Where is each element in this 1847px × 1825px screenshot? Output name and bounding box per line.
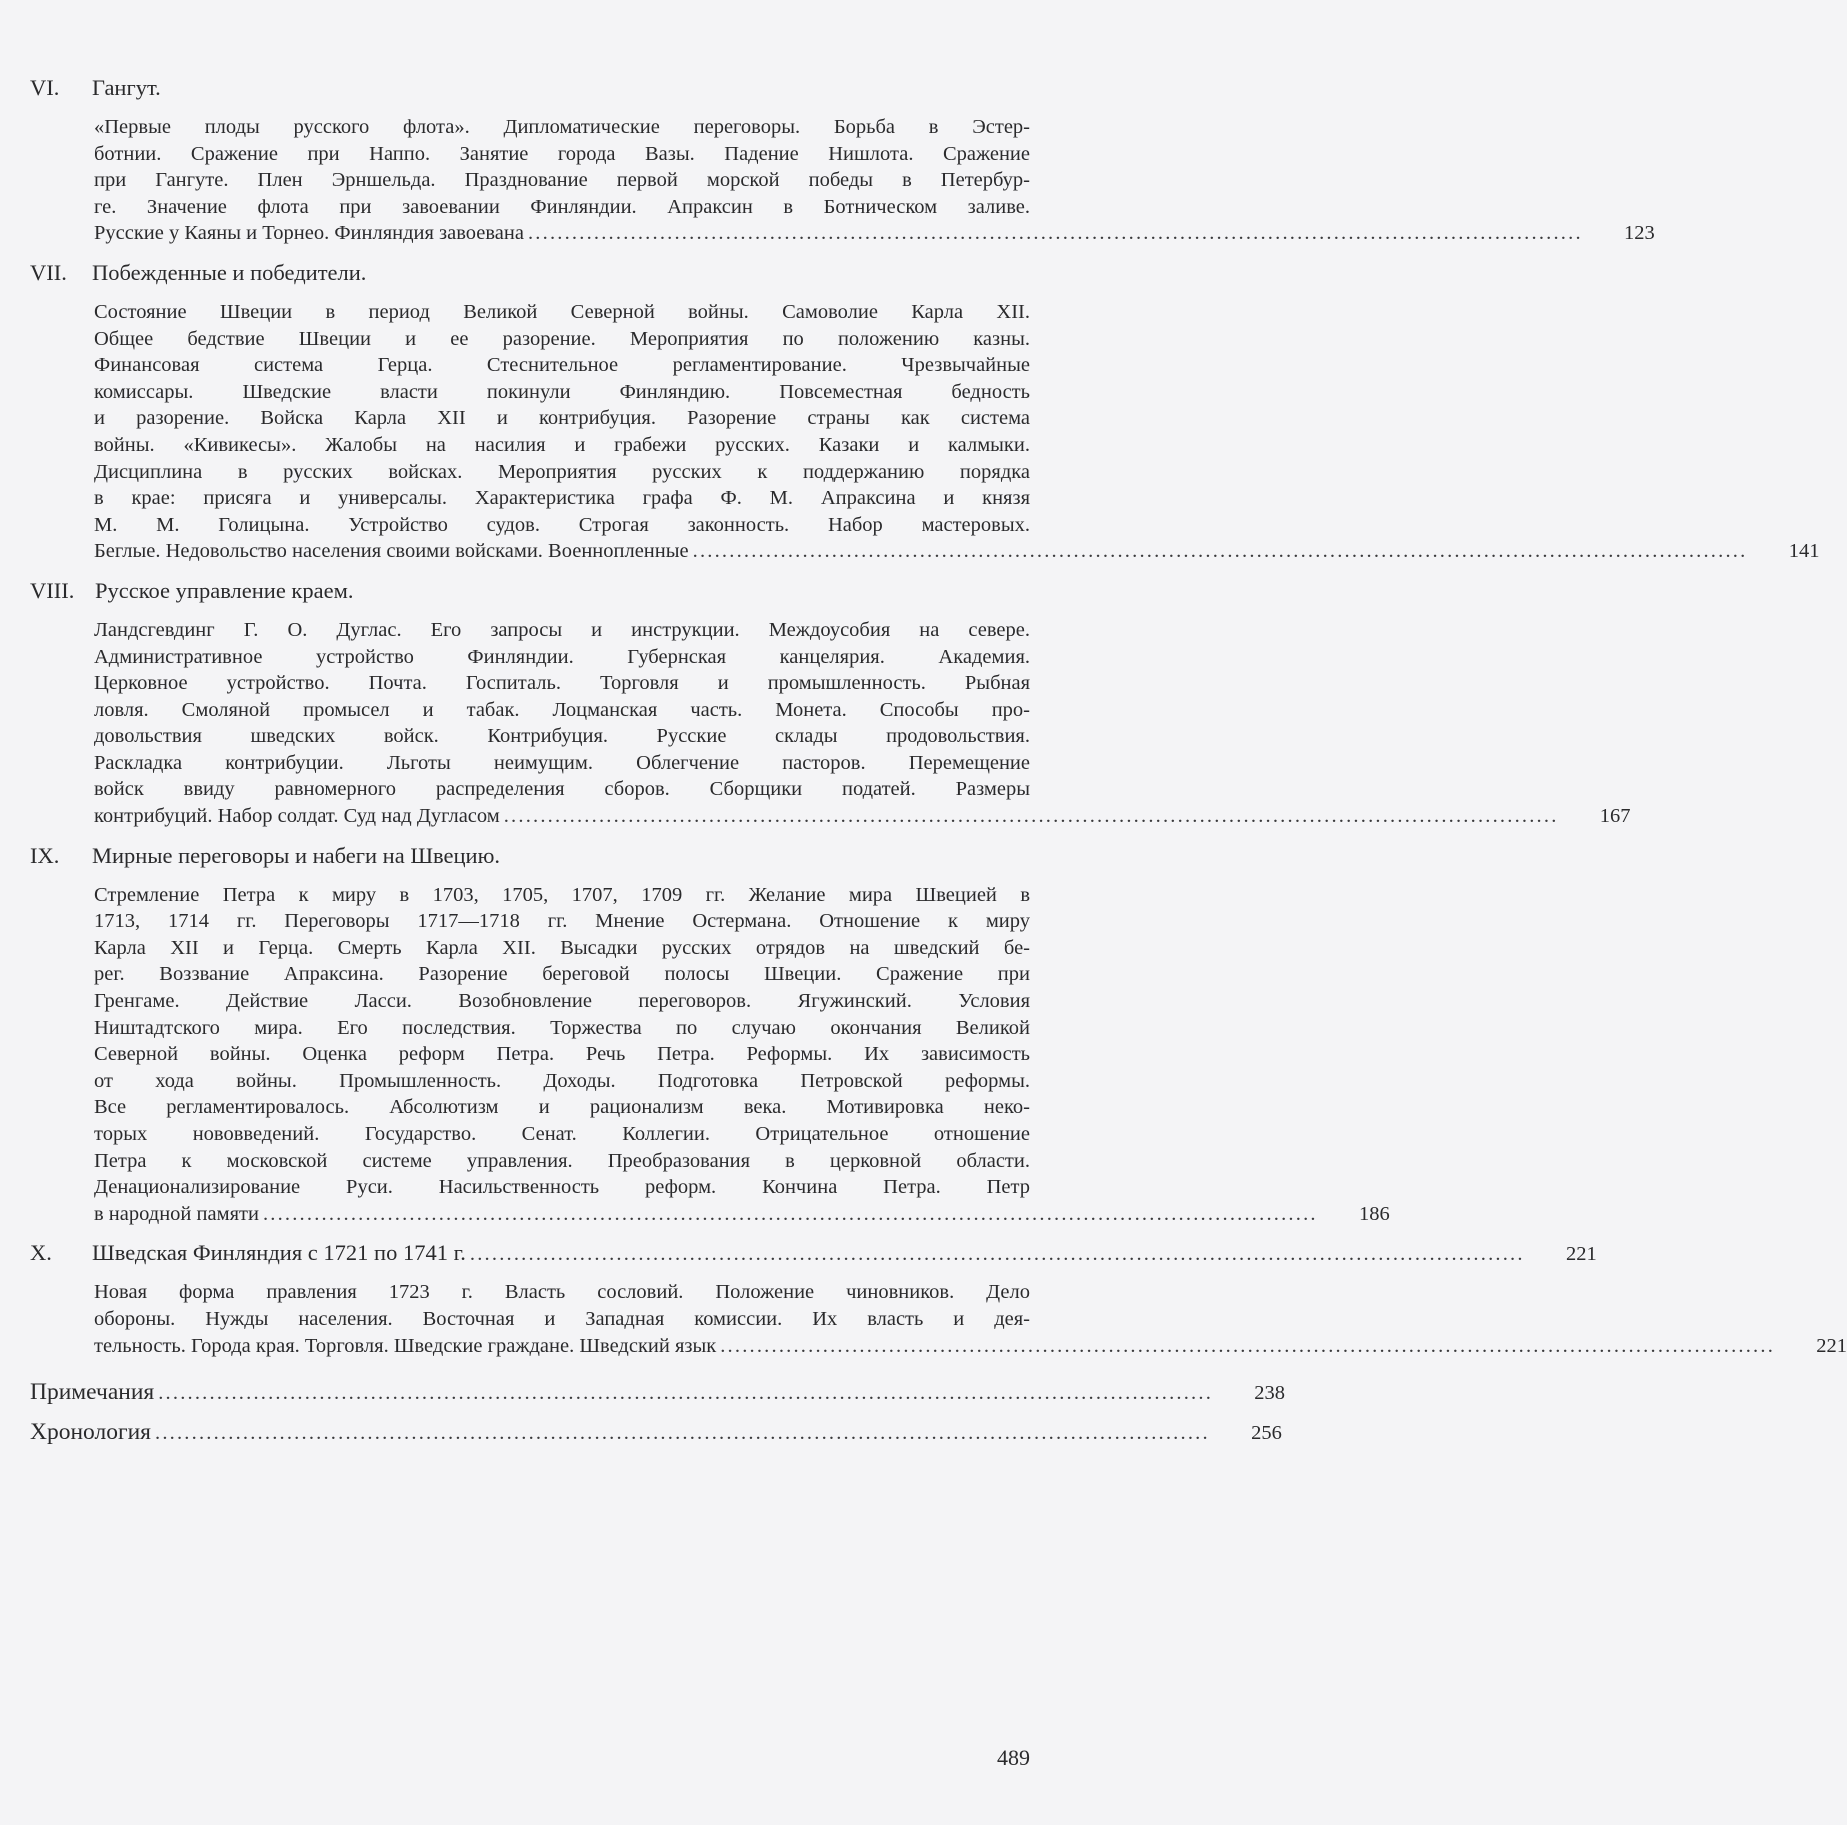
- summary-line: Дисциплина в русских войсках. Мероприятия русских к поддержанию порядка: [94, 460, 1030, 483]
- summary-line: торых нововведений. Государство. Сенат. Коллегии. Отрицательное отношение: [94, 1123, 1030, 1145]
- summary-line: Денационализирование Руси. Насильственность реформ. Кончина Петра. Петр: [94, 1176, 1030, 1199]
- chapter-heading: [30, 1239, 1597, 1267]
- chapter-summary: [94, 617, 1631, 830]
- summary-line: Беглые. Недовольство населения своими войсками. Военнопленные: [94, 540, 689, 563]
- table-of-contents: [30, 74, 1847, 1447]
- chapter-title: Русское управление краем.: [95, 577, 354, 603]
- summary-line: от хода войны. Промышленность. Доходы. Подготовка Петровской реформы.: [94, 1069, 1030, 1092]
- chapter-number: VII.: [30, 259, 67, 285]
- chapter-title: Побежденные и победители.: [92, 259, 367, 285]
- summary-line: тельность. Города края. Торговля. Шведские граждане. Шведский язык: [94, 1334, 717, 1357]
- summary-line: Русские у Каяны и Торнео. Финляндия завоевана: [94, 222, 524, 245]
- dot-leader: ................................................................................................................................................: [527, 222, 1583, 245]
- folio-page-number: 489: [997, 1745, 1030, 1770]
- summary-line: М. М. Голицына. Устройство судов. Строгая законность. Набор мастеровых.: [94, 513, 1030, 536]
- page-number: 167: [1599, 805, 1631, 828]
- summary-line: довольствия шведских войск. Контрибуция. Русские склады продовольствия.: [94, 725, 1030, 748]
- chapter-number: VIII.: [30, 577, 75, 603]
- summary-line: 1713, 1714 гг. Переговоры 1717—1718 гг. Мнение Остермана. Отношение к миру: [94, 910, 1030, 933]
- summary-last-line: [94, 220, 1655, 247]
- page-number: 141: [1788, 540, 1820, 563]
- chapter-heading: [30, 259, 1030, 287]
- summary-line: и разорение. Войска Карла XII и контрибуция. Разорение страны как система: [94, 407, 1030, 430]
- dot-leader: ................................................................................................................................................: [158, 1382, 1214, 1405]
- summary-line: Ландсгевдинг Г. О. Дуглас. Его запросы и инструкции. Междоусобия на севере.: [94, 618, 1030, 641]
- chronology-title: Хронология: [30, 1419, 151, 1446]
- page-number: 238: [1254, 1382, 1286, 1405]
- chapter-vii: [30, 259, 1820, 565]
- chapter-heading: [30, 74, 1030, 102]
- summary-line: в крае: присяга и универсалы. Характеристика графа Ф. М. Апраксина и князя: [94, 487, 1030, 510]
- summary-line: Петра к московской системе управления. Преобразования в церковной области.: [94, 1149, 1030, 1172]
- summary-line: Церковное устройство. Почта. Госпиталь. Торговля и промышленность. Рыбная: [94, 672, 1030, 695]
- summary-line: ге. Значение флота при завоевании Финляндии. Апраксин в Ботническом заливе.: [94, 195, 1030, 218]
- summary-line: Все регламентировалось. Абсолютизм и рационализм века. Мотивировка неко-: [94, 1096, 1030, 1119]
- chapter-ix: [30, 842, 1390, 1228]
- page-number: 256: [1251, 1422, 1282, 1445]
- summary-last-line: [94, 1201, 1390, 1228]
- summary-line: войск ввиду равномерного распределения сборов. Сборщики податей. Размеры: [94, 778, 1030, 801]
- chapter-vi: [30, 74, 1655, 247]
- summary-line: Административное устройство Финляндии. Губернская канцелярия. Академия.: [94, 645, 1030, 668]
- summary-line: ловля. Смоляной промысел и табак. Лоцманская часть. Монета. Способы про-: [94, 698, 1030, 721]
- dot-leader: ................................................................................................................................................: [262, 1202, 1318, 1225]
- chapter-title: Мирные переговоры и набеги на Швецию.: [92, 842, 501, 868]
- summary-line: обороны. Нужды населения. Восточная и Западная комиссии. Их власть и дея-: [94, 1307, 1030, 1330]
- chapter-summary: [94, 1279, 1847, 1359]
- dot-leader: ................................................................................................................................................: [155, 1422, 1210, 1445]
- summary-line: Состояние Швеции в период Великой Северной войны. Самоволие Карла XII.: [94, 300, 1030, 323]
- summary-last-line: [94, 538, 1820, 565]
- summary-line: Ништадтского мира. Его последствия. Торжества по случаю окончания Великой: [94, 1016, 1030, 1039]
- summary-line: контрибуций. Набор солдат. Суд над Дугласом: [94, 805, 500, 828]
- summary-line: Стремление Петра к миру в 1703, 1705, 1707, 1709 гг. Желание мира Швецией в: [94, 883, 1030, 906]
- summary-line: при Гангуте. Плен Эрншельда. Празднование первой морской победы в Петербур-: [94, 169, 1030, 192]
- chapter-heading: [30, 842, 1030, 870]
- summary-line: Северной войны. Оценка реформ Петра. Речь Петра. Реформы. Их зависимость: [94, 1043, 1030, 1066]
- summary-line: Финансовая система Герца. Стеснительное регламентирование. Чрезвычайные: [94, 354, 1030, 377]
- chronology-entry: [30, 1417, 1282, 1447]
- summary-line: Раскладка контрибуции. Льготы неимущим. Облегчение пасторов. Перемещение: [94, 751, 1030, 774]
- page-number: 123: [1624, 222, 1655, 245]
- notes-title: Примечания: [30, 1379, 155, 1406]
- summary-last-line: [94, 1333, 1847, 1360]
- chapter-number: IX.: [30, 842, 60, 868]
- chapter-number: VI.: [30, 75, 60, 100]
- summary-line: войны. «Кивикесы». Жалобы на насилия и грабежи русских. Казаки и калмыки.: [94, 433, 1030, 456]
- summary-line: рег. Воззвание Апраксина. Разорение береговой полосы Швеции. Сражение при: [94, 963, 1030, 986]
- chapter-x: [30, 1239, 1847, 1359]
- notes-entry: [30, 1377, 1286, 1407]
- summary-line: Новая форма правления 1723 г. Власть сословий. Положение чиновников. Дело: [94, 1281, 1030, 1304]
- chapter-summary: [94, 299, 1820, 565]
- dot-leader: ................................................................................................................................................: [469, 1243, 1525, 1266]
- page-number: 186: [1359, 1202, 1390, 1225]
- summary-line: Карла XII и Герца. Смерть Карла XII. Высадки русских отрядов на шведский бе-: [94, 936, 1030, 959]
- dot-leader: ................................................................................................................................................: [720, 1334, 1776, 1357]
- summary-line: ботнии. Сражение при Наппо. Занятие города Вазы. Падение Нишлота. Сражение: [94, 142, 1030, 165]
- summary-line: Гренгаме. Действие Ласси. Возобновление переговоров. Ягужинский. Условия: [94, 990, 1030, 1013]
- page-number: 221: [1565, 1243, 1597, 1266]
- chapter-title: Гангут.: [92, 75, 161, 100]
- chapter-heading: [30, 577, 1030, 605]
- summary-line: «Первые плоды русского флота». Дипломатические переговоры. Борьба в Эстер-: [94, 116, 1030, 138]
- summary-line: Общее бедствие Швеции и ее разорение. Мероприятия по положению казны.: [94, 327, 1030, 350]
- chapter-title: Шведская Финляндия с 1721 по 1741 г.: [92, 1240, 466, 1266]
- summary-last-line: [94, 803, 1631, 830]
- dot-leader: ................................................................................................................................................: [692, 540, 1748, 563]
- chapter-summary: [94, 882, 1390, 1228]
- summary-line: комиссары. Шведские власти покинули Финляндию. Повсеместная бедность: [94, 380, 1030, 403]
- page-number: 221: [1816, 1334, 1847, 1357]
- summary-line: в народной памяти: [94, 1202, 259, 1225]
- chapter-summary: [94, 114, 1655, 247]
- chapter-number: X.: [30, 1240, 52, 1266]
- dot-leader: ................................................................................................................................................: [503, 805, 1559, 828]
- chapter-viii: [30, 577, 1631, 830]
